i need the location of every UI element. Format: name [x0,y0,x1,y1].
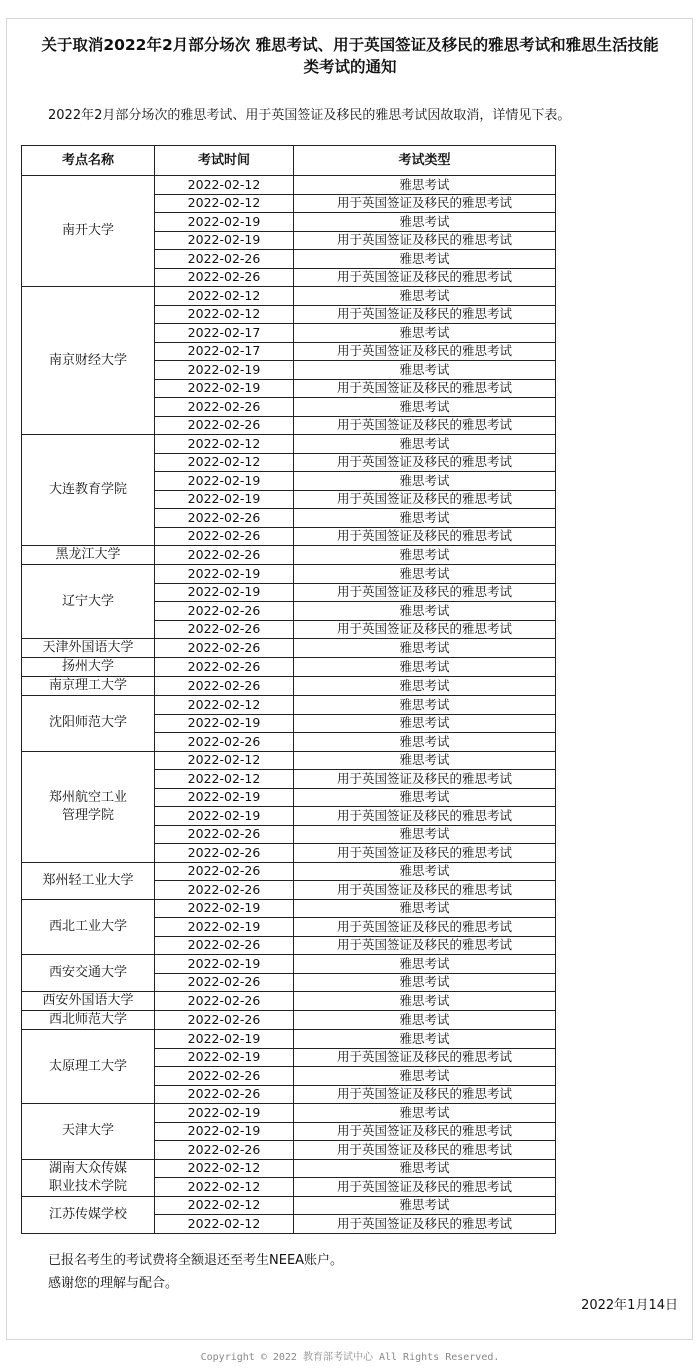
exam-date: 2022-02-26 [155,733,294,752]
exam-type: 雅思考试 [294,287,556,306]
venue-name: 黑龙江大学 [22,546,155,565]
exam-date: 2022-02-19 [155,490,294,509]
exam-date: 2022-02-26 [155,825,294,844]
venue-name: 天津大学 [22,1104,155,1160]
exam-type: 雅思考试 [294,955,556,974]
venue-name: 天津外国语大学 [22,639,155,658]
exam-date: 2022-02-19 [155,565,294,584]
exam-date: 2022-02-19 [155,918,294,937]
exam-date: 2022-02-26 [155,546,294,565]
table-row [22,1030,556,1049]
table-row [22,546,556,565]
exam-date: 2022-02-26 [155,1067,294,1086]
exam-date: 2022-02-19 [155,472,294,491]
venue-name: 西安交通大学 [22,955,155,992]
exam-type: 雅思考试 [294,435,556,454]
exam-type: 雅思考试 [294,639,556,658]
exam-date: 2022-02-19 [155,1030,294,1049]
exam-type: 雅思考试 [294,602,556,621]
exam-date: 2022-02-12 [155,696,294,715]
exam-type: 雅思考试 [294,696,556,715]
exam-type: 用于英国签证及移民的雅思考试 [294,231,556,250]
exam-type: 用于英国签证及移民的雅思考试 [294,1048,556,1067]
table-row [22,751,556,770]
exam-date: 2022-02-19 [155,1048,294,1067]
exam-date: 2022-02-19 [155,1122,294,1141]
table-row [22,1196,556,1215]
table-row [22,1104,556,1123]
exam-date: 2022-02-26 [155,992,294,1011]
exam-date: 2022-02-19 [155,361,294,380]
venue-name: 南京财经大学 [22,287,155,435]
exam-date: 2022-02-19 [155,379,294,398]
exam-type: 用于英国签证及移民的雅思考试 [294,490,556,509]
exam-type: 雅思考试 [294,658,556,677]
exam-date: 2022-02-19 [155,714,294,733]
exam-date: 2022-02-26 [155,398,294,417]
exam-date: 2022-02-12 [155,1196,294,1215]
exam-date: 2022-02-26 [155,862,294,881]
exam-date: 2022-02-26 [155,881,294,900]
exam-type: 用于英国签证及移民的雅思考试 [294,194,556,213]
venue-name: 湖南大众传媒 职业技术学院 [22,1159,155,1196]
exam-type: 雅思考试 [294,250,556,269]
exam-type: 雅思考试 [294,973,556,992]
exam-type: 用于英国签证及移民的雅思考试 [294,379,556,398]
exam-type: 用于英国签证及移民的雅思考试 [294,583,556,602]
exam-type: 用于英国签证及移民的雅思考试 [294,918,556,937]
venue-name: 大连教育学院 [22,435,155,546]
exam-type: 雅思考试 [294,733,556,752]
exam-type: 雅思考试 [294,361,556,380]
venue-name: 辽宁大学 [22,565,155,639]
exam-date: 2022-02-12 [155,176,294,195]
venue-name: 南开大学 [22,176,155,287]
exam-type: 用于英国签证及移民的雅思考试 [294,770,556,789]
exam-type: 雅思考试 [294,398,556,417]
exam-type: 雅思考试 [294,176,556,195]
exam-date: 2022-02-17 [155,324,294,343]
exam-type: 用于英国签证及移民的雅思考试 [294,527,556,546]
header-type: 考试类型 [294,146,556,176]
exam-type: 雅思考试 [294,1011,556,1030]
exam-date: 2022-02-12 [155,1159,294,1178]
table-row [22,696,556,715]
table-row [22,176,556,195]
exam-date: 2022-02-26 [155,620,294,639]
table-row [22,955,556,974]
venue-name: 西北工业大学 [22,899,155,955]
exam-date: 2022-02-26 [155,268,294,287]
header-date: 考试时间 [155,146,294,176]
table-row [22,287,556,306]
title-line-2: 类考试的通知 [303,58,397,76]
exam-type: 雅思考试 [294,213,556,232]
exam-date: 2022-02-26 [155,973,294,992]
exam-date: 2022-02-26 [155,658,294,677]
exam-type: 雅思考试 [294,1196,556,1215]
notice-title [10,34,690,78]
exam-date: 2022-02-26 [155,844,294,863]
exam-type: 雅思考试 [294,899,556,918]
copyright-footer: Copyright © 2022 教育部考试中心 All Rights Reserved. [200,1352,500,1363]
venue-name: 郑州航空工业 管理学院 [22,751,155,862]
table-body [22,176,556,1234]
header-venue: 考点名称 [22,146,155,176]
table-row [22,435,556,454]
exam-date: 2022-02-26 [155,1141,294,1160]
intro-paragraph: 2022年2月部分场次的雅思考试、用于英国签证及移民的雅思考试因故取消，详情见下表。 [48,108,571,123]
title-line-1: 关于取消2022年2月部分场次 雅思考试、用于英国签证及移民的雅思考试和雅思生活技能 [41,36,659,54]
exam-type: 用于英国签证及移民的雅思考试 [294,342,556,361]
table-row [22,862,556,881]
exam-type: 用于英国签证及移民的雅思考试 [294,1178,556,1197]
exam-type: 雅思考试 [294,1067,556,1086]
exam-date: 2022-02-26 [155,602,294,621]
exam-type: 用于英国签证及移民的雅思考试 [294,268,556,287]
table-row [22,639,556,658]
exam-type: 雅思考试 [294,825,556,844]
refund-note: 已报名考生的考试费将全额退还至考生NEEA账户。 [48,1253,344,1268]
exam-type: 雅思考试 [294,677,556,696]
table-row [22,658,556,677]
exam-date: 2022-02-12 [155,194,294,213]
table-row [22,565,556,584]
venue-name: 西安外国语大学 [22,992,155,1011]
exam-date: 2022-02-12 [155,453,294,472]
exam-date: 2022-02-12 [155,287,294,306]
exam-date: 2022-02-19 [155,807,294,826]
exam-date: 2022-02-12 [155,770,294,789]
venue-name: 沈阳师范大学 [22,696,155,752]
venue-name: 扬州大学 [22,658,155,677]
exam-date: 2022-02-26 [155,936,294,955]
venue-name: 南京理工大学 [22,677,155,696]
exam-date: 2022-02-12 [155,1215,294,1234]
table-header-row [22,146,556,176]
cancelled-exam-table [21,145,556,1234]
exam-type: 用于英国签证及移民的雅思考试 [294,1141,556,1160]
exam-type: 雅思考试 [294,324,556,343]
exam-date: 2022-02-26 [155,250,294,269]
exam-type: 雅思考试 [294,1030,556,1049]
exam-date: 2022-02-12 [155,305,294,324]
exam-date: 2022-02-26 [155,1011,294,1030]
exam-type: 雅思考试 [294,751,556,770]
exam-date: 2022-02-26 [155,527,294,546]
exam-date: 2022-02-19 [155,583,294,602]
exam-date: 2022-02-26 [155,639,294,658]
exam-date: 2022-02-12 [155,1178,294,1197]
exam-type: 用于英国签证及移民的雅思考试 [294,1122,556,1141]
exam-type: 雅思考试 [294,509,556,528]
exam-date: 2022-02-26 [155,1085,294,1104]
exam-type: 雅思考试 [294,714,556,733]
thanks-note: 感谢您的理解与配合。 [48,1276,179,1291]
exam-type: 雅思考试 [294,992,556,1011]
exam-type: 雅思考试 [294,565,556,584]
exam-date: 2022-02-19 [155,899,294,918]
exam-date: 2022-02-12 [155,435,294,454]
exam-type: 用于英国签证及移民的雅思考试 [294,1215,556,1234]
exam-date: 2022-02-26 [155,509,294,528]
exam-type: 用于英国签证及移民的雅思考试 [294,453,556,472]
venue-name: 江苏传媒学校 [22,1196,155,1233]
exam-date: 2022-02-12 [155,751,294,770]
exam-type: 用于英国签证及移民的雅思考试 [294,416,556,435]
venue-name: 太原理工大学 [22,1030,155,1104]
exam-date: 2022-02-26 [155,677,294,696]
exam-type: 用于英国签证及移民的雅思考试 [294,807,556,826]
exam-type: 用于英国签证及移民的雅思考试 [294,844,556,863]
exam-date: 2022-02-19 [155,788,294,807]
exam-date: 2022-02-26 [155,416,294,435]
exam-type: 雅思考试 [294,1159,556,1178]
table-row [22,677,556,696]
venue-name: 郑州轻工业大学 [22,862,155,899]
table-row [22,899,556,918]
exam-date: 2022-02-17 [155,342,294,361]
exam-type: 雅思考试 [294,862,556,881]
exam-type: 用于英国签证及移民的雅思考试 [294,305,556,324]
exam-type: 用于英国签证及移民的雅思考试 [294,1085,556,1104]
table-row [22,992,556,1011]
exam-date: 2022-02-19 [155,231,294,250]
exam-type: 雅思考试 [294,546,556,565]
exam-date: 2022-02-19 [155,213,294,232]
exam-date: 2022-02-19 [155,955,294,974]
exam-date: 2022-02-19 [155,1104,294,1123]
exam-type: 雅思考试 [294,788,556,807]
notice-date: 2022年1月14日 [581,1298,678,1313]
exam-type: 雅思考试 [294,1104,556,1123]
exam-type: 雅思考试 [294,472,556,491]
venue-name: 西北师范大学 [22,1011,155,1030]
exam-type: 用于英国签证及移民的雅思考试 [294,620,556,639]
table-row [22,1159,556,1178]
exam-type: 用于英国签证及移民的雅思考试 [294,881,556,900]
table-row [22,1011,556,1030]
exam-type: 用于英国签证及移民的雅思考试 [294,936,556,955]
